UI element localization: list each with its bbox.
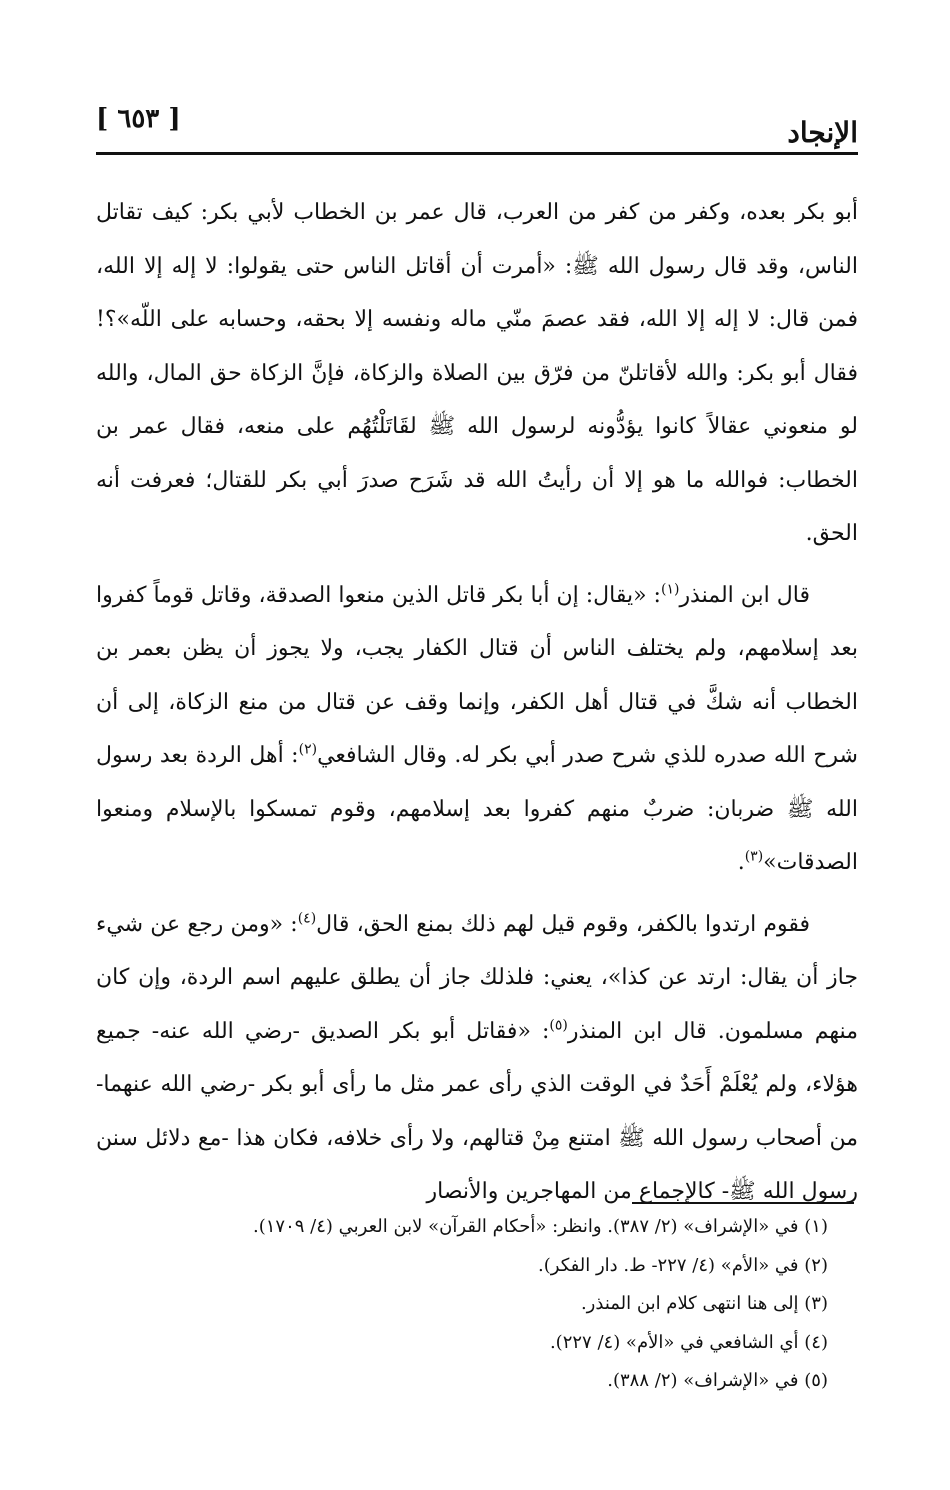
text-run: : «ومن رجع عن شيء جاز أن يقال: ارتد عن كذا»، يعني: فلذلك جاز أن يطلق عليهم اسم الردة، وإن كان منهم مسلمون. قال ابن المنذر <box>96 911 858 1044</box>
footnote: (٥) في «الإشراف» (٢/ ٣٨٨). <box>607 1370 828 1391</box>
text-run: أبو بكر بعده، وكفر من كفر من العرب، قال عمر بن الخطاب لأبي بكر: كيف تقاتل الناس، وقد قال رسول الله ﷺ: «أمرت أن أقاتل الناس حتى يقولوا: لا إله إلا الله، فمن قال: لا إله إلا الله، فقد عصمَ منّي ماله ونفسه إلا بحقه، وحسابه على اللّه»؟! فقال أبو بكر: والله لأقاتلنّ من فرّق بين الصلاة والزكاة، فإنَّ الزكاة حق المال، والله لو منعوني عقالاً كانوا يؤدُّونه لرسول الله ﷺ لقَاتَلْتُهُم على منعه، فقال عمر بن الخطاب: فوالله ما هو إلا أن رأيتُ الله قد شَرَح صدرَ أبي بكر للقتال؛ فعرفت أنه الحق. <box>96 200 858 546</box>
footnote-ref: (٢) <box>298 741 318 758</box>
footnote-ref: (٤) <box>297 910 317 927</box>
page-number: [ ٦٥٣ ] <box>96 104 181 134</box>
text-run: : أهل الردة بعد رسول الله ﷺ ضربان: ضربٌ منهم كفروا بعد إسلامهم، وقوم تمسكوا بالإسلام ومنعوا الصدقات» <box>96 743 858 875</box>
footnote: (٣) إلى هنا انتهى كلام ابن المنذر. <box>580 1293 828 1314</box>
footnotes <box>96 1208 828 1401</box>
footnote: (١) في «الإشراف» (٢/ ٣٨٧). وانظر: «أحكام القرآن» لابن العربي (٤/ ١٧٠٩). <box>253 1216 828 1237</box>
footnote: (٤) أي الشافعي في «الأم» (٤/ ٢٢٧). <box>549 1331 828 1353</box>
running-title: الإنجاد <box>787 116 858 149</box>
text-run: فقوم ارتدوا بالكفر، وقوم قيل لهم ذلك بمنع الحق، قال <box>316 911 811 937</box>
page-header <box>96 104 858 150</box>
text-run: . <box>737 850 745 875</box>
header-divider <box>96 152 858 155</box>
footnote: (٢) في «الأم» (٤/ ٢٢٧- ط. دار الفكر). <box>538 1254 828 1276</box>
footnote-ref: (٥) <box>549 1017 568 1034</box>
paragraph <box>96 898 858 1219</box>
paragraph <box>96 569 858 890</box>
text-run: قال ابن المنذر <box>679 582 810 608</box>
main-text <box>96 186 858 1227</box>
footnote-ref: (٣) <box>744 848 764 865</box>
text-run: : «فقاتل أبو بكر الصديق -رضي الله عنه- جميع هؤلاء، ولم يُعْلَمْ أَحَدٌ في الوقت الذي رأى عمر مثل ما رأى أبو بكر -رضي الله عنهما- من أصحاب رسول الله ﷺ امتنع مِنْ قتالهم، ولا رأى خلافه، فكان هذا -مع دلائل سنن رسول الله ﷺ- كالإجماع من المهاجرين والأنصار <box>96 1018 858 1204</box>
footnote-divider <box>632 1202 854 1204</box>
text-run: : «يقال: إن أبا بكر قاتل الذين منعوا الصدقة، وقاتل قوماً كفروا بعد إسلامهم، ولم يختلف الناس أن قتال الكفار يجب، ولا يجوز أن يظن بعمر بن الخطاب أنه شكَّ في قتال أهل الكفر، وإنما وقف عن قتال من منع الزكاة، إلى أن شرح الله صدره للذي شرح صدر أبي بكر له. وقال الشافعي <box>96 582 858 768</box>
paragraph <box>96 186 858 561</box>
footnote-ref: (١) <box>660 581 680 598</box>
